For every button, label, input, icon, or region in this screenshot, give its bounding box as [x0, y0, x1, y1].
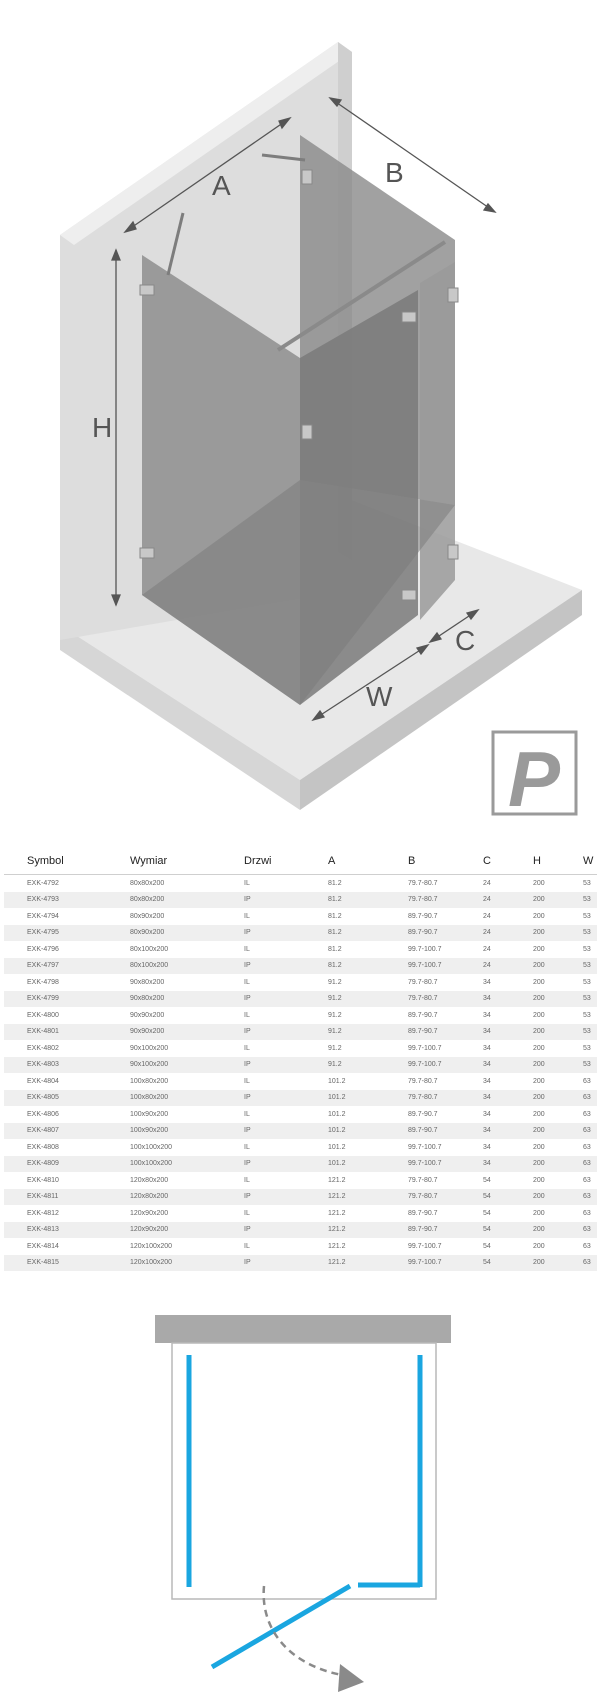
cell: 54	[483, 1176, 491, 1184]
cell: IP	[244, 991, 328, 1008]
cell: 99.7-100.7	[408, 1156, 483, 1173]
table-row	[4, 1156, 597, 1173]
cell: IP	[244, 1156, 328, 1173]
table-row	[4, 1255, 597, 1272]
cell: 89.7-90.7	[408, 1209, 438, 1217]
cell: 90x100x200	[130, 1057, 244, 1074]
cell: EXK-4808	[27, 1143, 59, 1151]
badge-letter: P	[507, 735, 561, 823]
cell: 89.7-90.7	[408, 1110, 438, 1118]
cell: EXK-4806	[27, 1110, 59, 1118]
cell: 24	[483, 892, 533, 909]
cell: 34	[483, 1143, 491, 1151]
cell: 200	[533, 925, 583, 942]
cell: 34	[483, 1044, 491, 1052]
cell: 200	[533, 1110, 545, 1118]
header-b: B	[408, 848, 483, 875]
table-row	[4, 875, 597, 892]
cell: 121.2	[328, 1255, 408, 1272]
label-c: C	[455, 625, 476, 656]
cell: 54	[483, 1189, 533, 1206]
cell: 80x100x200	[130, 945, 169, 953]
cell: 81.2	[328, 958, 408, 975]
cell: 34	[483, 1057, 533, 1074]
cell: 53	[583, 958, 597, 975]
cell: IL	[244, 1110, 250, 1118]
header-h: H	[533, 848, 583, 875]
header-symbol: Symbol	[4, 848, 130, 875]
cell: 200	[533, 912, 545, 920]
cell: 200	[533, 1222, 583, 1239]
cell: 24	[483, 879, 491, 887]
cell: 63	[583, 1156, 597, 1173]
cell: IP	[244, 1222, 328, 1239]
cell: 53	[583, 945, 591, 953]
table-row	[4, 1205, 597, 1222]
cell: 99.7-100.7	[408, 1057, 483, 1074]
cell: 63	[583, 1222, 597, 1239]
table-row	[4, 1189, 597, 1206]
cell: 63	[583, 1110, 591, 1118]
cell: EXK-4805	[4, 1090, 130, 1107]
cell: EXK-4811	[4, 1189, 130, 1206]
cell: 99.7-100.7	[408, 1143, 442, 1151]
cell: EXK-4800	[27, 1011, 59, 1019]
cell: 200	[533, 1176, 545, 1184]
hinge	[402, 590, 416, 600]
cell: EXK-4814	[27, 1242, 59, 1250]
cell: 89.7-90.7	[408, 1024, 483, 1041]
cell: 24	[483, 958, 533, 975]
cell: IL	[244, 1011, 250, 1019]
cell: 200	[533, 1143, 545, 1151]
table-row	[4, 1040, 597, 1057]
table-row	[4, 1073, 597, 1090]
table-row	[4, 958, 597, 975]
table-row	[4, 1007, 597, 1024]
door-glass-line	[212, 1586, 350, 1667]
cell: IL	[244, 1176, 250, 1184]
cell: 53	[583, 978, 591, 986]
cell: 80x100x200	[130, 958, 244, 975]
cell: 80x80x200	[130, 879, 165, 887]
table-row	[4, 1024, 597, 1041]
cell: 91.2	[328, 1044, 342, 1052]
cell: 200	[533, 1156, 583, 1173]
cell: 90x80x200	[130, 978, 165, 986]
header-c: C	[483, 848, 533, 875]
door-swing-arrowhead	[338, 1664, 364, 1692]
cell: 53	[583, 1024, 597, 1041]
cell: EXK-4801	[4, 1024, 130, 1041]
cell: IL	[244, 978, 250, 986]
cell: EXK-4809	[4, 1156, 130, 1173]
cell: 200	[533, 945, 545, 953]
cell: 34	[483, 1024, 533, 1041]
cell: 53	[583, 1011, 591, 1019]
cell: EXK-4794	[27, 912, 59, 920]
cell: 200	[533, 991, 583, 1008]
cell: 79.7-80.7	[408, 1189, 483, 1206]
table-row	[4, 991, 597, 1008]
cell: 101.2	[328, 1143, 346, 1151]
tray-outline	[172, 1343, 436, 1599]
cell: 101.2	[328, 1123, 408, 1140]
hinge	[448, 545, 458, 559]
cell: EXK-4797	[4, 958, 130, 975]
cell: 99.7-100.7	[408, 945, 442, 953]
cell: IL	[244, 1143, 250, 1151]
cell: EXK-4810	[27, 1176, 59, 1184]
cell: 34	[483, 1156, 533, 1173]
cell: 79.7-80.7	[408, 1176, 438, 1184]
cell: 100x80x200	[130, 1090, 244, 1107]
table-row	[4, 1238, 597, 1255]
cell: 34	[483, 1090, 533, 1107]
cell: 53	[583, 991, 597, 1008]
cell: 79.7-80.7	[408, 879, 438, 887]
cell: 100x90x200	[130, 1123, 244, 1140]
label-a: A	[212, 170, 231, 201]
cell: 120x100x200	[130, 1242, 173, 1250]
cell: 200	[533, 1242, 545, 1250]
cell: 101.2	[328, 1077, 346, 1085]
table-row	[4, 892, 597, 909]
cell: 200	[533, 1011, 545, 1019]
cell: 53	[583, 1044, 591, 1052]
cell: 63	[583, 1123, 597, 1140]
cell: EXK-4807	[4, 1123, 130, 1140]
cell: 100x100x200	[130, 1143, 173, 1151]
cell: 81.2	[328, 925, 408, 942]
cell: IP	[244, 925, 328, 942]
cell: 53	[583, 912, 591, 920]
cell: 34	[483, 1110, 491, 1118]
header-a: A	[328, 848, 408, 875]
table-row	[4, 1139, 597, 1156]
hinge	[302, 425, 312, 439]
cell: IL	[244, 1077, 250, 1085]
cell: 101.2	[328, 1156, 408, 1173]
cell: EXK-4812	[27, 1209, 59, 1217]
cell: 81.2	[328, 945, 342, 953]
cell: 200	[533, 1255, 583, 1272]
cell: 90x90x200	[130, 1011, 165, 1019]
cell: 120x80x200	[130, 1189, 244, 1206]
cell: 200	[533, 1090, 583, 1107]
plan-view-diagram	[0, 1300, 600, 1707]
cell: 34	[483, 1011, 491, 1019]
cell: 24	[483, 912, 491, 920]
cell: 91.2	[328, 991, 408, 1008]
cell: 121.2	[328, 1176, 346, 1184]
cell: 200	[533, 1189, 583, 1206]
cell: 79.7-80.7	[408, 892, 483, 909]
table-row	[4, 1106, 597, 1123]
hinge	[302, 170, 312, 184]
cell: IL	[244, 912, 250, 920]
cell: 63	[583, 1176, 591, 1184]
cell: 90x90x200	[130, 1024, 244, 1041]
table-row	[4, 974, 597, 991]
cell: 200	[533, 1024, 583, 1041]
cell: 90x80x200	[130, 991, 244, 1008]
cell: 34	[483, 1077, 491, 1085]
wall-bar	[155, 1315, 451, 1343]
cell: 89.7-90.7	[408, 1011, 438, 1019]
cell: EXK-4793	[4, 892, 130, 909]
cell: 100x80x200	[130, 1077, 169, 1085]
header-w: W	[583, 848, 597, 875]
cell: IP	[244, 1057, 328, 1074]
cell: 89.7-90.7	[408, 925, 483, 942]
cell: 121.2	[328, 1209, 346, 1217]
header-wymiar: Wymiar	[130, 848, 244, 875]
cell: 80x90x200	[130, 925, 244, 942]
cell: EXK-4813	[4, 1222, 130, 1239]
cell: 80x90x200	[130, 912, 165, 920]
cell: 200	[533, 1057, 583, 1074]
cell: EXK-4803	[4, 1057, 130, 1074]
header-drzwi: Drzwi	[244, 848, 328, 875]
cell: 54	[483, 1242, 491, 1250]
door-panel	[420, 262, 455, 620]
cell: 81.2	[328, 912, 342, 920]
cell: 63	[583, 1242, 591, 1250]
cell: 200	[533, 1209, 545, 1217]
cell: 63	[583, 1209, 591, 1217]
cell: 80x80x200	[130, 892, 244, 909]
cell: 81.2	[328, 892, 408, 909]
cell: 24	[483, 945, 491, 953]
hinge	[140, 548, 154, 558]
cell: 99.7-100.7	[408, 1255, 483, 1272]
cell: 99.7-100.7	[408, 1044, 442, 1052]
cell: 54	[483, 1222, 533, 1239]
table-row	[4, 1057, 597, 1074]
cell: IP	[244, 892, 328, 909]
cell: 99.7-100.7	[408, 958, 483, 975]
cell: 120x100x200	[130, 1255, 244, 1272]
cell: 99.7-100.7	[408, 1242, 442, 1250]
cell: 53	[583, 892, 597, 909]
table-header-row	[4, 848, 597, 875]
cell: 100x90x200	[130, 1110, 169, 1118]
cell: 54	[483, 1255, 533, 1272]
cell: 34	[483, 978, 491, 986]
cell: 101.2	[328, 1090, 408, 1107]
cell: 200	[533, 879, 545, 887]
cell: IL	[244, 1209, 250, 1217]
table-row	[4, 1222, 597, 1239]
cell: 54	[483, 1209, 491, 1217]
cell: EXK-4798	[27, 978, 59, 986]
cell: EXK-4796	[27, 945, 59, 953]
cell: 63	[583, 1077, 591, 1085]
cell: 79.7-80.7	[408, 978, 438, 986]
cell: 90x100x200	[130, 1044, 169, 1052]
cell: 120x90x200	[130, 1222, 244, 1239]
cell: IL	[244, 945, 250, 953]
table-row	[4, 941, 597, 958]
cell: 79.7-80.7	[408, 991, 483, 1008]
hinge	[140, 285, 154, 295]
cell: 200	[533, 958, 583, 975]
cell: 53	[583, 925, 597, 942]
hinge	[402, 312, 416, 322]
cell: 53	[583, 879, 591, 887]
shower-enclosure-diagram	[0, 0, 600, 830]
cell: 200	[533, 1123, 583, 1140]
label-w: W	[366, 681, 393, 712]
cell: 89.7-90.7	[408, 1222, 483, 1239]
cell: 200	[533, 892, 583, 909]
hinge	[448, 288, 458, 302]
table-row	[4, 1090, 597, 1107]
cell: 63	[583, 1090, 597, 1107]
cell: 101.2	[328, 1110, 346, 1118]
cell: 121.2	[328, 1189, 408, 1206]
cell: IL	[244, 1044, 250, 1052]
cell: IL	[244, 1242, 250, 1250]
cell: 81.2	[328, 879, 342, 887]
table-row	[4, 925, 597, 942]
cell: IP	[244, 1255, 328, 1272]
table-row	[4, 1123, 597, 1140]
cell: 200	[533, 1044, 545, 1052]
cell: IL	[244, 879, 250, 887]
cell: 53	[583, 1057, 597, 1074]
cell: 91.2	[328, 1011, 342, 1019]
table-row	[4, 908, 597, 925]
cell: EXK-4795	[4, 925, 130, 942]
cell: 34	[483, 1123, 533, 1140]
spec-table	[4, 848, 597, 1271]
cell: 79.7-80.7	[408, 1077, 438, 1085]
table-row	[4, 1172, 597, 1189]
cell: 91.2	[328, 1024, 408, 1041]
cell: 120x80x200	[130, 1176, 169, 1184]
cell: EXK-4799	[4, 991, 130, 1008]
cell: IP	[244, 1123, 328, 1140]
cell: 89.7-90.7	[408, 912, 438, 920]
cell: 79.7-80.7	[408, 1090, 483, 1107]
cell: 63	[583, 1255, 597, 1272]
cell: 120x90x200	[130, 1209, 169, 1217]
cell: 89.7-90.7	[408, 1123, 483, 1140]
cell: 200	[533, 1077, 545, 1085]
cell: 100x100x200	[130, 1156, 244, 1173]
cell: EXK-4804	[27, 1077, 59, 1085]
cell: 91.2	[328, 1057, 408, 1074]
cell: IP	[244, 1024, 328, 1041]
cell: 200	[533, 978, 545, 986]
cell: EXK-4802	[27, 1044, 59, 1052]
label-h: H	[92, 412, 113, 443]
cell: 91.2	[328, 978, 342, 986]
cell: 121.2	[328, 1242, 346, 1250]
cell: EXK-4792	[27, 879, 59, 887]
cell: 24	[483, 925, 533, 942]
cell: 34	[483, 991, 533, 1008]
cell: IP	[244, 1189, 328, 1206]
cell: 63	[583, 1143, 591, 1151]
cell: IP	[244, 1090, 328, 1107]
label-b: B	[385, 157, 404, 188]
cell: 121.2	[328, 1222, 408, 1239]
cell: IP	[244, 958, 328, 975]
cell: 63	[583, 1189, 597, 1206]
cell: EXK-4815	[4, 1255, 130, 1272]
